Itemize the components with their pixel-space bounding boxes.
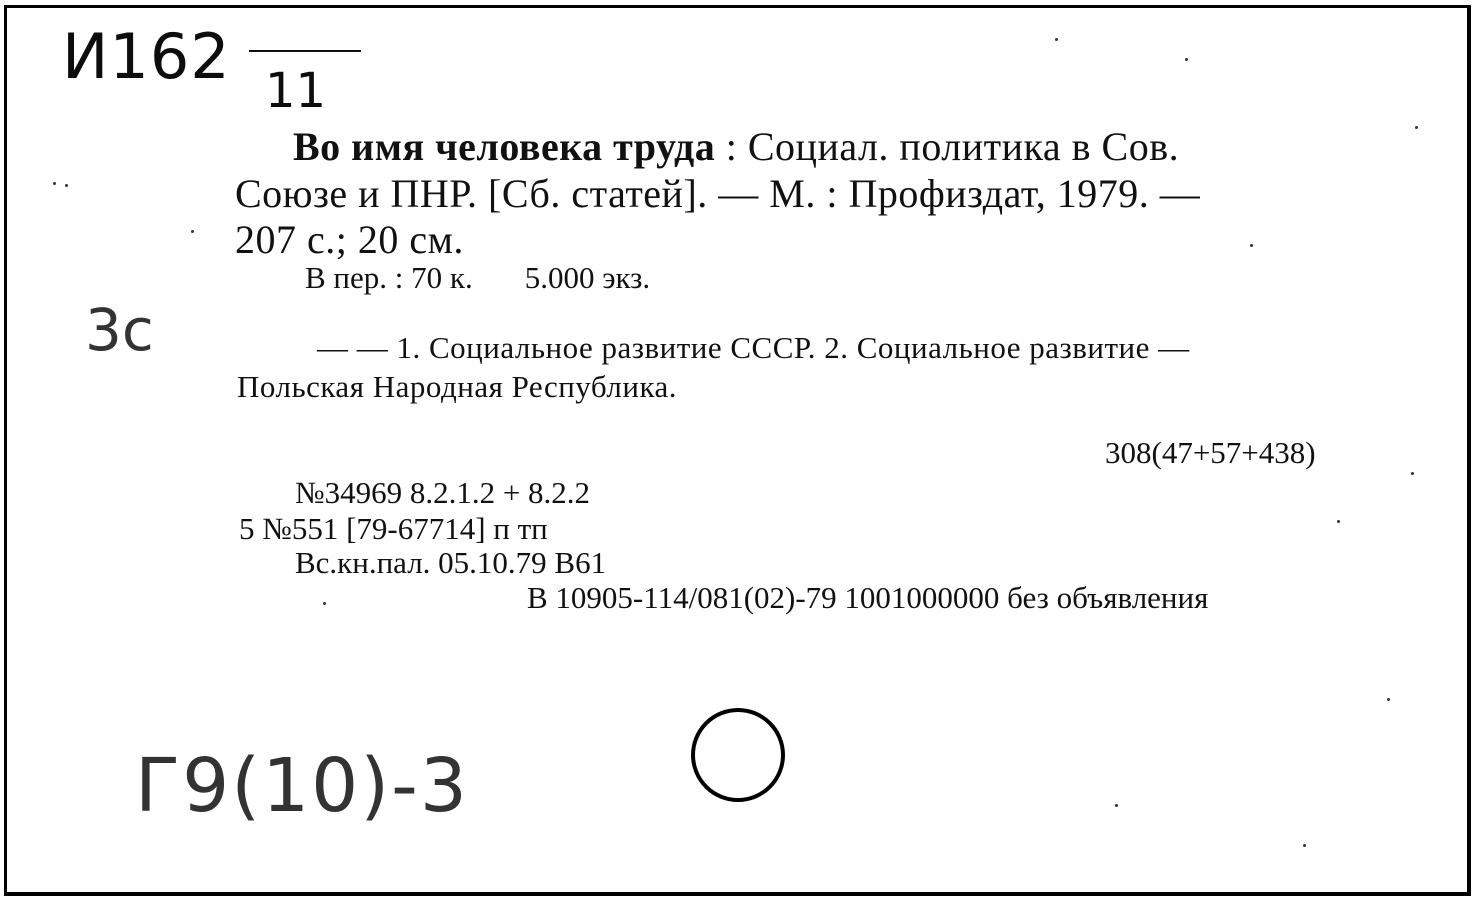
catalog-card [4, 5, 1471, 896]
margin-code-handwritten: 3с [85, 296, 154, 364]
title-line-2: Союзе и ПНР. [Сб. статей]. — М. : Профиздат, 1979. — [235, 171, 1201, 216]
bottom-code-handwritten: Г9(10)-3 [135, 743, 469, 829]
price-line [305, 260, 650, 296]
subjects-line-1: — — 1. Социальное развитие СССР. 2. Социальное развитие — [317, 330, 1190, 365]
speck [191, 230, 194, 233]
udc-code: 308(47+57+438) [1105, 435, 1316, 470]
speck [1387, 698, 1390, 701]
speck [1415, 126, 1418, 129]
registration-number: 5 №551 [79-67714] п тп [239, 511, 548, 546]
speck [53, 182, 56, 185]
shelf-mark-fraction-line [249, 50, 361, 52]
speck [1115, 804, 1118, 807]
accession-number: №34969 8.2.1.2 + 8.2.2 [295, 475, 591, 510]
speck [1337, 520, 1340, 523]
subjects-line-2: Польская Народная Республика. [237, 369, 678, 404]
shelf-mark-subscript: 11 [265, 63, 327, 119]
card-punch-hole [691, 708, 785, 802]
title-bold: Во имя человека труда [293, 124, 716, 169]
shelf-mark-handwritten: И162 [62, 20, 231, 93]
speck [1250, 244, 1253, 247]
speck [1185, 58, 1188, 61]
title-line-1 [293, 123, 1179, 170]
title-line-3: 207 с.; 20 см. [235, 217, 464, 262]
price: В пер. : 70 к. [305, 260, 473, 295]
speck [1055, 38, 1058, 41]
book-chamber-line: Вс.кн.пал. 05.10.79 В61 [295, 545, 607, 580]
publication-code: В 10905-114/081(02)-79 1001000000 без объявления [527, 580, 1209, 615]
speck [65, 184, 68, 187]
title-rest: : Социал. политика в Сов. [715, 124, 1180, 169]
speck [1411, 472, 1414, 475]
speck [323, 602, 326, 605]
speck [1303, 844, 1306, 847]
copies: 5.000 экз. [524, 260, 651, 295]
